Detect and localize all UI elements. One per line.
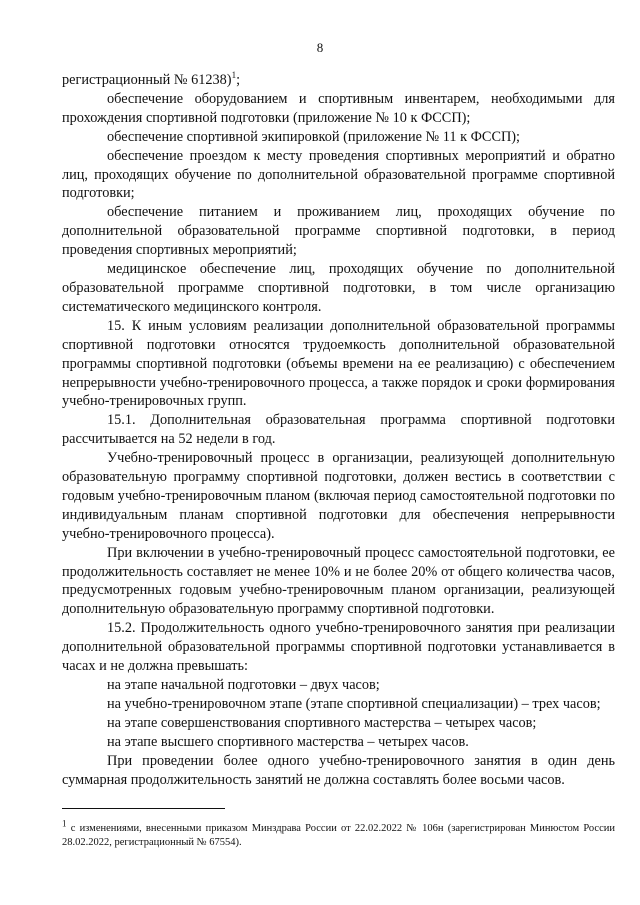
list-item: на этапе совершенствования спортивного мастерства – четырех часов; [107, 714, 537, 731]
paragraph: обеспечение проездом к месту проведения спортивных мероприятий и обратно лиц, проходящих обучение по дополнительной образовательной программе спортивной подготовки; [62, 147, 615, 202]
footnote-ref: 1 [231, 70, 237, 81]
document-body [62, 71, 615, 789]
footnote-marker: 1 [62, 818, 67, 829]
paragraph: обеспечение питанием и проживанием лиц, проходящих обучение по дополнительной образовательной программе спортивной подготовки, в период проведения спортивных мероприятий; [62, 204, 615, 259]
paragraph: 15.1. Дополнительная образовательная программа спортивной подготовки рассчитывается на 52 недели в год. [62, 412, 615, 448]
list-item: на учебно-тренировочном этапе (этапе спортивной специализации) – трех часов; [107, 695, 601, 712]
list-item: на этапе высшего спортивного мастерства – четырех часов. [107, 733, 469, 750]
paragraph: обеспечение спортивной экипировкой (приложение № 11 к ФССП); [107, 128, 521, 145]
paragraph: медицинское обеспечение лиц, проходящих обучение по дополнительной образовательной программе спортивной подготовки, в том числе организацию систематического медицинского контроля. [62, 261, 615, 315]
paragraph: обеспечение оборудованием и спортивным инвентарем, необходимыми для прохождения спортивной подготовки (приложение № 10 к ФССП); [62, 90, 615, 126]
footnote-divider [62, 808, 225, 809]
page-number: 8 [316, 40, 324, 55]
footnote [62, 818, 615, 850]
footnote-text: с изменениями, внесенными приказом Минздрава России от 22.02.2022 № 106н (зарегистрирован Минюстом России 28.02.2022, регистрационный № 67554). [62, 823, 615, 848]
paragraph: При проведении более одного учебно-тренировочного занятия в один день суммарная продолжительность занятий не должна составлять более восьми часов. [62, 752, 615, 788]
paragraph: Учебно-тренировочный процесс в организации, реализующей дополнительную образовательную программу спортивной подготовки, должен вестись в соответствии с годовым учебно-тренировочным планом (включая период самостоятельной подготовки по индивидуальным планам спортивной подготовки для обеспечения непрерывности учебно-тренировочного процесса). [62, 450, 615, 542]
paragraph: регистрационный № 61238)$^1$; [62, 70, 241, 88]
list-item: на этапе начальной подготовки – двух часов; [107, 677, 380, 693]
paragraph: При включении в учебно-тренировочный процесс самостоятельной подготовки, ее продолжительность составляет не менее 10% и не более 20% от общего количества часов, предусмотренных годовым учебно-тренировочным планом организации, реализующей дополнительную образовательную программу спортивной подготовки. [62, 544, 615, 618]
paragraph: 15. К иным условиям реализации дополнительной образовательной программы спортивной подготовки относятся трудоемкость дополнительной образовательной программы спортивной подготовки (объемы времени на ее реализацию) с обеспечением непрерывности учебно-тренировочного процесса, а также порядок и сроки формирования учебно-тренировочных групп. [62, 317, 615, 410]
paragraph: 15.2. Продолжительность одного учебно-тренировочного занятия при реализации дополнительной образовательной программы спортивной подготовки устанавливается в часах и не должна превышать: [62, 620, 615, 675]
